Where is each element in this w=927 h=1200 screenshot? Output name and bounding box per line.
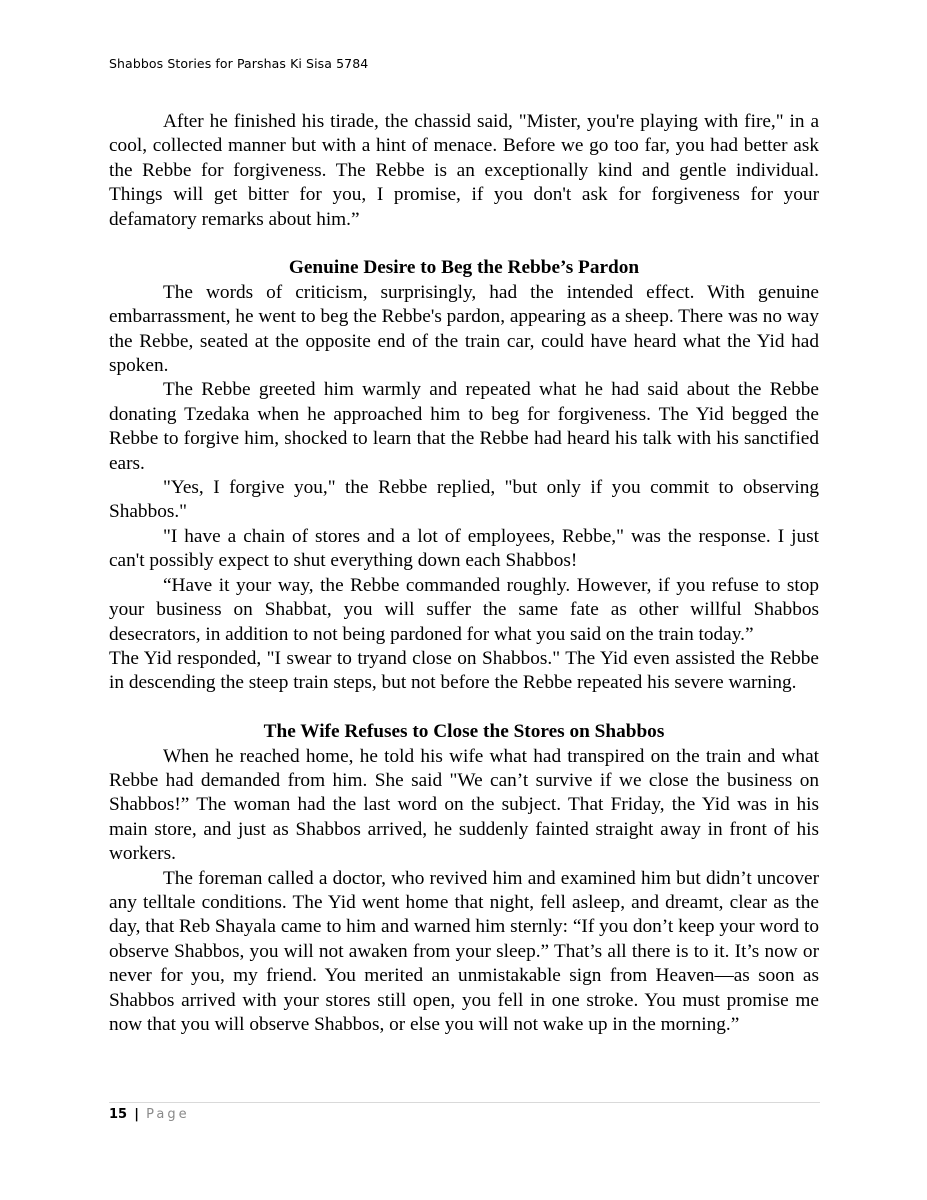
page-body — [109, 110, 819, 1037]
section-heading-wife: The Wife Refuses to Close the Stores on Shabbos — [263, 721, 665, 743]
paragraph: The words of criticism, surprisingly, had the intended effect. With genuine embarrassment, he went to beg the Rebbe's pardon, appearing as a sheep. There was no way the Rebbe, seated at the opposite end of the train car, could have heard what the Yid had spoken. — [109, 281, 819, 377]
page-footer — [109, 1107, 190, 1122]
footer-divider — [109, 1102, 820, 1103]
running-header: Shabbos Stories for Parshas Ki Sisa 5784 — [109, 56, 369, 71]
paragraph: When he reached home, he told his wife what had transpired on the train and what Rebbe had demanded from him. She said "We can’t survive if we close the business on Shabbos!” The woman had the last word on the subject. That Friday, the Yid was in his main store, and just as Shabbos arrived, he suddenly fainted straight away in front of his workers. — [109, 745, 819, 865]
paragraph: "I have a chain of stores and a lot of employees, Rebbe," was the response. I just can't possibly expect to shut everything down each Shabbos! — [109, 525, 819, 572]
paragraph: The foreman called a doctor, who revived him and examined him but didn’t uncover any telltale conditions. The Yid went home that night, fell asleep, and dreamt, clear as the day, that Reb Shayala came to him and warned him sternly: “If you don’t keep your word to observe Shabbos, you will not awaken from your sleep.” That’s all there is to it. It’s now or never for you, my friend. You merited an unmistakable sign from Heaven—as soon as Shabbos arrived with your stores still open, you fell in one stroke. You must promise me now that you will observe Shabbos, or else you will not wake up in the morning.” — [109, 867, 819, 1035]
footer-separator: | — [134, 1107, 139, 1122]
paragraph: “Have it your way, the Rebbe commanded roughly. However, if you refuse to stop your business on Shabbat, you will suffer the same fate as other willful Shabbos desecrators, in addition to not being pardoned for what you said on the train today.” — [109, 574, 819, 645]
intro-paragraph: After he finished his tirade, the chassid said, "Mister, you're playing with fire," in a cool, collected manner but with a hint of menace. Before we go too far, you had better ask the Rebbe for forgiveness. The Rebbe is an exceptionally kind and gentle individual. Things will get bitter for you, I promise, if you don't ask for forgiveness for your defamatory remarks about him.” — [109, 111, 819, 230]
paragraph: The Yid responded, "I swear to tryand close on Shabbos." The Yid even assisted the Rebbe in descending the steep train steps, but not before the Rebbe repeated his severe warning. — [109, 647, 819, 694]
section-heading-pardon: Genuine Desire to Beg the Rebbe’s Pardon — [288, 257, 640, 279]
page-label: Page — [146, 1107, 190, 1122]
page-number: 15 — [109, 1107, 128, 1122]
paragraph: The Rebbe greeted him warmly and repeated what he had said about the Rebbe donating Tzedaka when he approached him to beg for forgiveness. The Yid begged the Rebbe to forgive him, shocked to learn that the Rebbe had heard his talk with his sanctified ears. — [109, 379, 819, 474]
paragraph: "Yes, I forgive you," the Rebbe replied, "but only if you commit to observing Shabbos." — [109, 477, 819, 523]
